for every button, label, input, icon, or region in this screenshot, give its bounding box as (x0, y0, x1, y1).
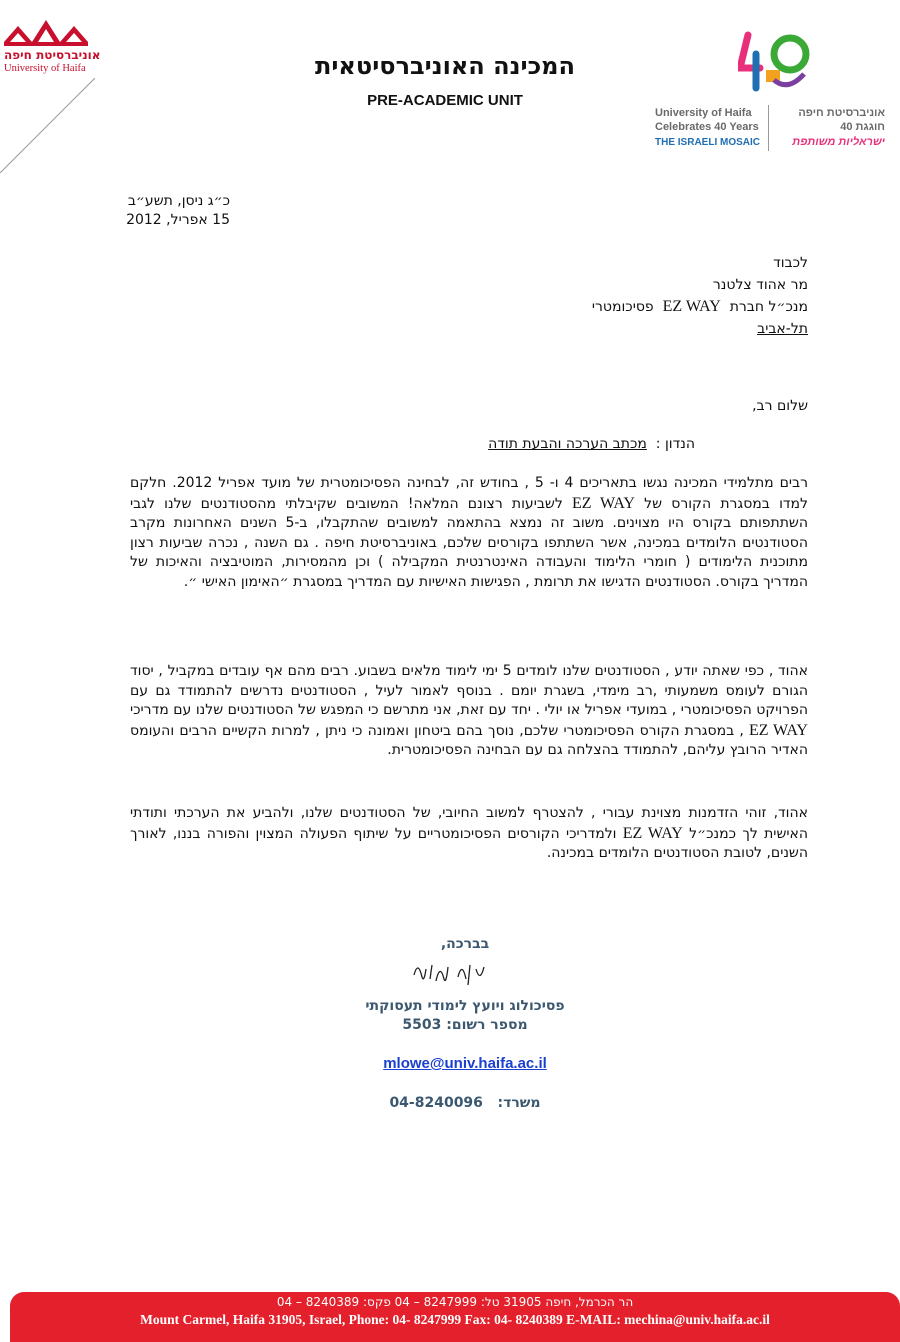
celebrate-line1-he: אוניברסיטת חיפה (798, 107, 885, 119)
unit-title-hebrew: המכינה האוניברסיטאית (314, 52, 576, 80)
recipient-title (592, 296, 808, 318)
body-paragraph-3 (130, 804, 808, 864)
greeting: שלום רב, (752, 398, 808, 414)
recipient-title-suffix: פסיכומטרי (591, 299, 654, 315)
p1-brand: EZ WAY (572, 494, 635, 512)
logo-diagonal-line (0, 78, 95, 173)
recipient-city: תל-אביב (757, 321, 808, 337)
signer-license: מספר רשום: 5503 (402, 1017, 528, 1033)
logo-separator (768, 105, 769, 151)
celebrate-line3-he: ישראליות משותפת (792, 136, 885, 148)
anniversary-logo (650, 30, 890, 155)
recipient-company: EZ WAY (662, 298, 721, 315)
celebrate-line2-he: חוגגת 40 (840, 121, 885, 133)
letter-date (126, 192, 230, 230)
date-gregorian: 15 אפריל, 2012 (126, 212, 230, 228)
p3-text-a: אהוד, זוהי הזדמנות מצוינת עבורי , להצטרף למשוב החיובי, של הסטודנטים שלנו, ולהביע את הערכתי ותודתי האישית לך כמנכ״ל (130, 805, 808, 842)
recipient-salutation: לכבוד (773, 255, 808, 271)
celebrate-line3-en: THE ISRAELI MOSAIC (655, 137, 761, 148)
footer-hebrew: הר הכרמל, חיפה 31905 טל: 8247999 – 04 פקס: 8240389 – 04 (276, 1295, 634, 1309)
p2-text-a: אהוד , כפי שאתה יודע , הסטודנטים שלנו לומדים 5 ימי לימוד מלאים בשבוע. רבים מהם אף עובדים במקביל , יסוד הגורם לעומס משמעותי ,רב מימדי, בשגרת יומם . בנוסף לאמור לעיל , הסטודנטים נדרשים להתמודד גם עם הפרויקט הפסיכומטרי , במועדי אפריל או יולי . יחד עם זאת, אני מתרשם כי המפגש של הסטודנטים שלנו עם מדריכי (130, 663, 808, 718)
recipient-name: מר אהוד צלטנר (712, 277, 808, 293)
body-paragraph-1 (130, 474, 808, 592)
body-paragraph-2 (130, 662, 808, 761)
unit-title-english: PRE-ACADEMIC UNIT (367, 92, 523, 109)
university-name-hebrew: אוניברסיטת חיפה (4, 48, 101, 62)
signer-title: פסיכולוג ויועץ לימודי תעסוקתי (365, 998, 565, 1014)
university-emblem-icon (4, 12, 88, 46)
subject-prefix: הנדון : (655, 436, 695, 452)
recipient-title-prefix: מנכ״ל חברת (729, 299, 808, 315)
p3-brand: EZ WAY (622, 824, 683, 842)
office-label: משרד: (497, 1095, 541, 1111)
celebrate-line1-en: University of Haifa (655, 107, 752, 119)
handwritten-signature (410, 955, 490, 995)
p2-text-b: , במסגרת הקורס הפסיכומטרי שלכם, נוסך בהם ביטחון ואמונה כי ניתן , למרות הקשיים הרבים והעומס האדיר הרובץ עליהם, להתמודד בהצלחה גם עם הבחינה הפסיכומטרית. (130, 722, 808, 758)
p1-text-b: לשביעות רצונם המלאה! המשובים שקיבלתי מהסטודנטים שלנו לגבי השתתפותם בקורס היו מצוינים. משוב זה נמצא בהתאמה למשובים שהתקבלו, ב-5 השנים האחרונות מקרב הסטודנטים הלומדים במכינה, אשר השתתפו בקורסים שלכם, באוניברסיטת חיפה . גם השנה , נכרה שביעות רצון מתוכנית הלימודים ( חומרי הלימוד והעבודה האינטרנטית המקבילה ) וכן מהמסירות, המוטיבציה והאיכות של המדריך בקורס. הסטודנטים הדגישו את תרומת , הפגישות האישיות עם המדריך במסגרת ״האימון האישי ״. (130, 495, 808, 590)
university-logo (0, 8, 101, 173)
date-hebrew: כ״ג ניסן, תשע״ב (127, 193, 230, 209)
subject-line (488, 436, 695, 452)
recipient-block (592, 252, 808, 340)
p1-text-a: רבים מתלמידי המכינה נגשו בתאריכים 4 ו- 5 , בחודש זה, לבחינה הפסיכומטרית של מועד אפריל 2012. חלקם למדו במסגרת הקורס של (130, 475, 809, 512)
footer-bar (10, 1292, 900, 1342)
signer-email-link[interactable]: mlowe@univ.haifa.ac.il (383, 1055, 547, 1072)
p2-brand: EZ WAY (749, 721, 808, 739)
forty-years-icon (738, 30, 810, 100)
footer-english: Mount Carmel, Haifa 31905, Israel, Phone: 04- 8247999 Fax: 04- 8240389 E-MAIL: mechina@univ.haifa.ac.il (140, 1312, 770, 1327)
p3-text-b: ולמדריכי הקורסים הפסיכומטריים על שיתוף הפעולה המצוין והפורה בננו, לאורך השנים, לטובת הסטודנטים הלומדים במכינה. (130, 825, 808, 861)
closing: בברכה, (440, 936, 490, 952)
office-phone: 04-8240096 (389, 1095, 483, 1111)
signer-office (330, 1095, 600, 1111)
celebrate-line2-en: Celebrates 40 Years (655, 121, 759, 133)
subject-text: מכתב הערכה והבעת תודה (488, 436, 647, 452)
university-name-english: University of Haifa (4, 63, 86, 74)
